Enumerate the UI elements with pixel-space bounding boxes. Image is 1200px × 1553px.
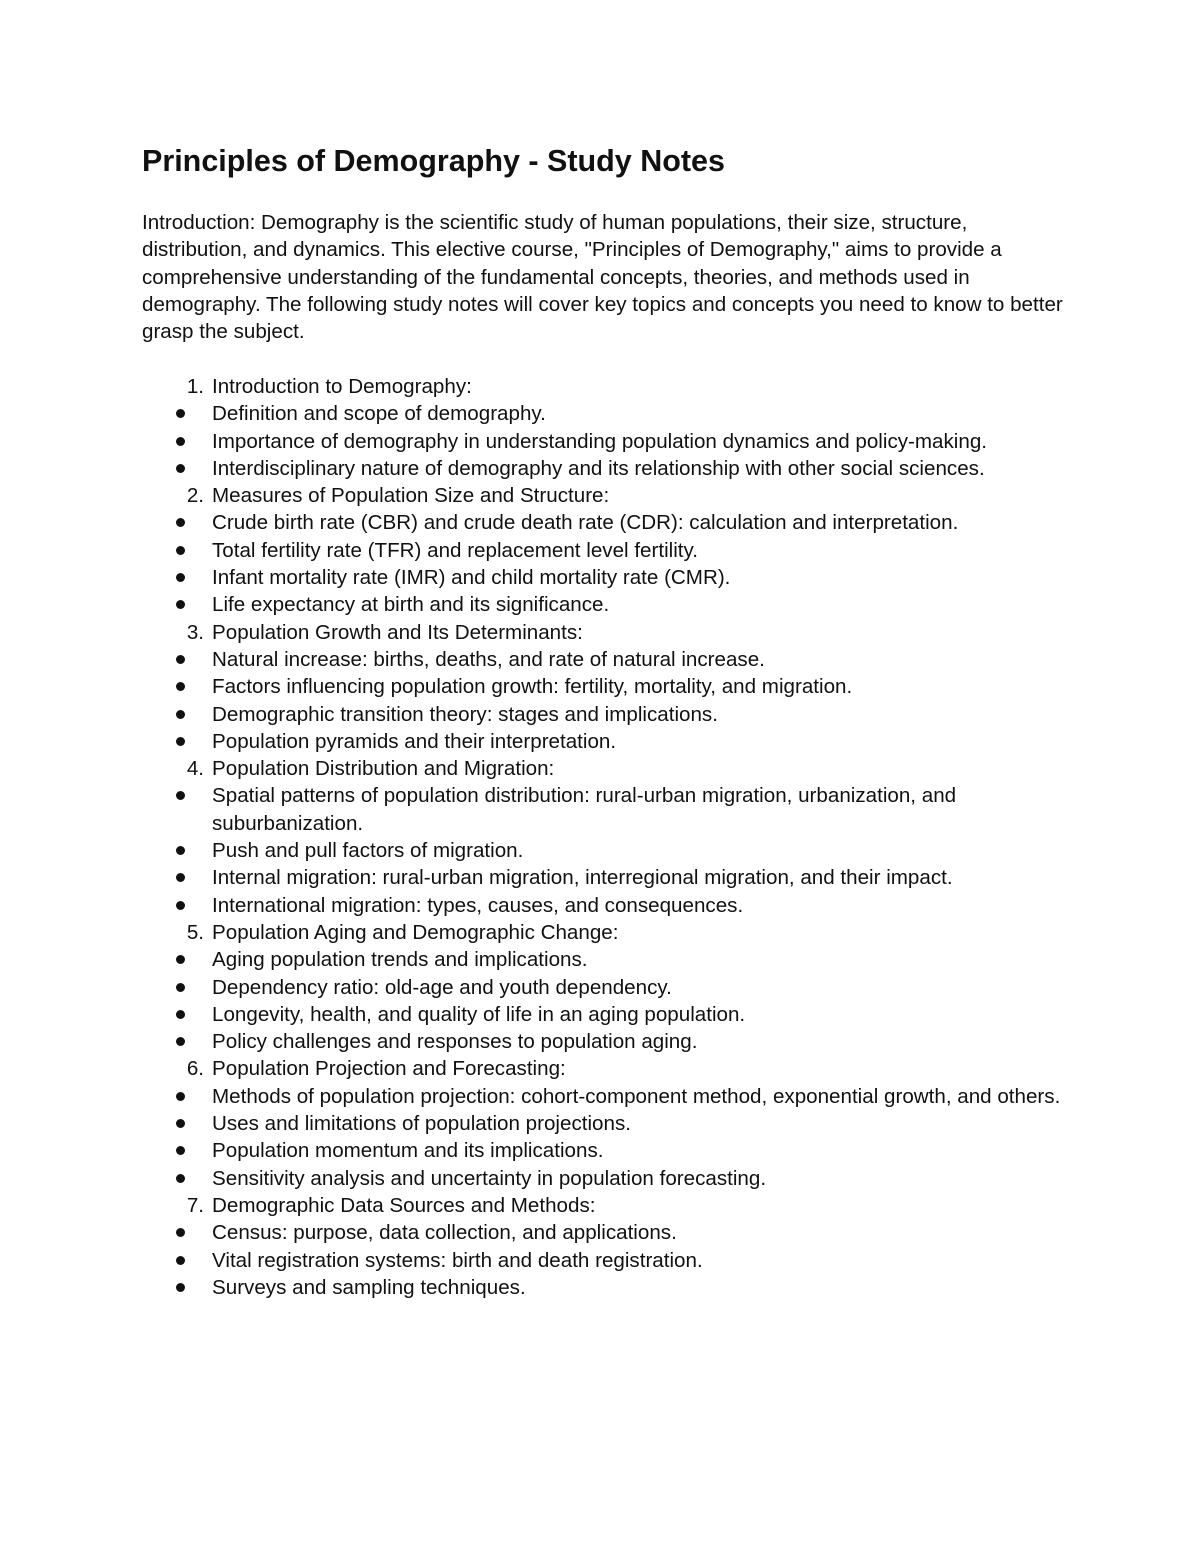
list-item-text: Crude birth rate (CBR) and crude death rate (CDR): calculation and interpretation.: [212, 511, 959, 535]
bullet-icon: [176, 1010, 185, 1019]
list-item: [142, 1274, 1072, 1301]
bullet-icon: [176, 791, 185, 800]
section-number: 5.: [186, 920, 204, 944]
section-number: 4.: [186, 757, 204, 781]
list-item-text: Policy challenges and responses to population aging.: [212, 1030, 698, 1054]
list-item-text: Aging population trends and implications.: [212, 948, 588, 972]
bullet-icon: [176, 464, 185, 473]
section-heading: [142, 1192, 1072, 1219]
bullet-icon: [176, 873, 185, 882]
list-item: [142, 1110, 1072, 1137]
bullet-icon: [176, 655, 185, 664]
bullet-icon: [176, 983, 185, 992]
list-item-text: Population pyramids and their interpretation.: [212, 729, 617, 753]
section-heading: [142, 755, 1072, 782]
list-item-text: Census: purpose, data collection, and applications.: [212, 1221, 677, 1245]
list-item: [142, 782, 1072, 837]
list-item: [142, 728, 1072, 755]
section-heading: [142, 919, 1072, 946]
topic-outline: [142, 373, 1072, 1301]
list-item-text: Dependency ratio: old-age and youth dependency.: [212, 975, 672, 999]
list-item: [142, 1165, 1072, 1192]
section-heading: [142, 1055, 1072, 1082]
list-item-text: International migration: types, causes, and consequences.: [212, 893, 744, 917]
list-item: [142, 564, 1072, 591]
section-heading-text: Population Projection and Forecasting:: [212, 1057, 566, 1081]
section-heading: [142, 482, 1072, 509]
bullet-icon: [176, 1119, 185, 1128]
intro-paragraph: Introduction: Demography is the scientific study of human populations, their size, structure, distribution, and dynamics. This elective course, "Principles of Demography," aims to provide a comprehensive understanding of the fundamental concepts, theories, and methods used in demography. The following study notes will cover key topics and concepts you need to know to better grasp the subject.: [142, 211, 1063, 344]
bullet-icon: [176, 682, 185, 691]
bullet-icon: [176, 955, 185, 964]
list-item-text: Push and pull factors of migration.: [212, 839, 524, 863]
list-item: [142, 591, 1072, 618]
list-item-text: Uses and limitations of population projections.: [212, 1112, 631, 1136]
page-title: Principles of Demography - Study Notes: [142, 144, 725, 178]
list-item: [142, 537, 1072, 564]
section-heading-text: Population Distribution and Migration:: [212, 757, 555, 781]
bullet-icon: [176, 1256, 185, 1265]
list-item-text: Total fertility rate (TFR) and replacement level fertility.: [212, 538, 699, 562]
list-item: [142, 509, 1072, 536]
section-heading: [142, 373, 1072, 400]
bullet-icon: [176, 546, 185, 555]
list-item: [142, 701, 1072, 728]
bullet-icon: [176, 737, 185, 746]
section-number: 2.: [186, 484, 204, 508]
bullet-icon: [176, 1092, 185, 1101]
list-item-text: Infant mortality rate (IMR) and child mortality rate (CMR).: [212, 566, 731, 590]
section-heading-text: Population Growth and Its Determinants:: [212, 620, 583, 644]
section-heading-text: Demographic Data Sources and Methods:: [212, 1193, 596, 1217]
bullet-icon: [176, 600, 185, 609]
bullet-icon: [176, 1228, 185, 1237]
section-number: 6.: [186, 1057, 204, 1081]
list-item-text: Spatial patterns of population distribution: rural-urban migration, urbanization, and suburbanization.: [212, 784, 957, 835]
bullet-icon: [176, 1174, 185, 1183]
section-heading-text: Introduction to Demography:: [212, 375, 472, 398]
list-item-text: Demographic transition theory: stages and implications.: [212, 702, 718, 726]
list-item: [142, 946, 1072, 973]
list-item: [142, 1083, 1072, 1110]
bullet-icon: [176, 518, 185, 527]
bullet-icon: [176, 1146, 185, 1155]
list-item-text: Longevity, health, and quality of life in an aging population.: [212, 1002, 746, 1026]
list-item: [142, 1028, 1072, 1055]
section-heading: [142, 619, 1072, 646]
list-item-text: Factors influencing population growth: fertility, mortality, and migration.: [212, 675, 853, 699]
section-number: 3.: [186, 620, 204, 644]
list-item: [142, 400, 1072, 427]
section-number: 1.: [186, 375, 204, 398]
section-heading-text: Population Aging and Demographic Change:: [212, 920, 619, 944]
list-item: [142, 1137, 1072, 1164]
list-item-text: Importance of demography in understanding population dynamics and policy-making.: [212, 429, 988, 453]
list-item: [142, 1001, 1072, 1028]
list-item: [142, 837, 1072, 864]
bullet-icon: [176, 573, 185, 582]
list-item: [142, 673, 1072, 700]
list-item-text: Definition and scope of demography.: [212, 402, 546, 426]
list-item: [142, 428, 1072, 455]
bullet-icon: [176, 437, 185, 446]
list-item-text: Vital registration systems: birth and death registration.: [212, 1248, 703, 1272]
list-item-text: Sensitivity analysis and uncertainty in population forecasting.: [212, 1166, 767, 1190]
list-item-text: Population momentum and its implications.: [212, 1139, 604, 1163]
list-item-text: Methods of population projection: cohort-component method, exponential growth, and others.: [212, 1084, 1061, 1108]
section-number: 7.: [186, 1193, 204, 1217]
list-item-text: Internal migration: rural-urban migration, interregional migration, and their impact.: [212, 866, 953, 890]
list-item: [142, 864, 1072, 891]
list-item: [142, 974, 1072, 1001]
bullet-icon: [176, 901, 185, 910]
list-item: [142, 892, 1072, 919]
list-item-text: Interdisciplinary nature of demography and its relationship with other social sciences.: [212, 456, 985, 480]
section-heading-text: Measures of Population Size and Structure:: [212, 484, 610, 508]
bullet-icon: [176, 710, 185, 719]
list-item: [142, 455, 1072, 482]
bullet-icon: [176, 1037, 185, 1046]
list-item-text: Natural increase: births, deaths, and rate of natural increase.: [212, 647, 765, 671]
list-item-text: Life expectancy at birth and its significance.: [212, 593, 610, 617]
bullet-icon: [176, 846, 185, 855]
list-item: [142, 1247, 1072, 1274]
list-item: [142, 1219, 1072, 1246]
bullet-icon: [176, 1283, 185, 1292]
list-item-text: Surveys and sampling techniques.: [212, 1275, 526, 1299]
list-item: [142, 646, 1072, 673]
bullet-icon: [176, 409, 185, 418]
